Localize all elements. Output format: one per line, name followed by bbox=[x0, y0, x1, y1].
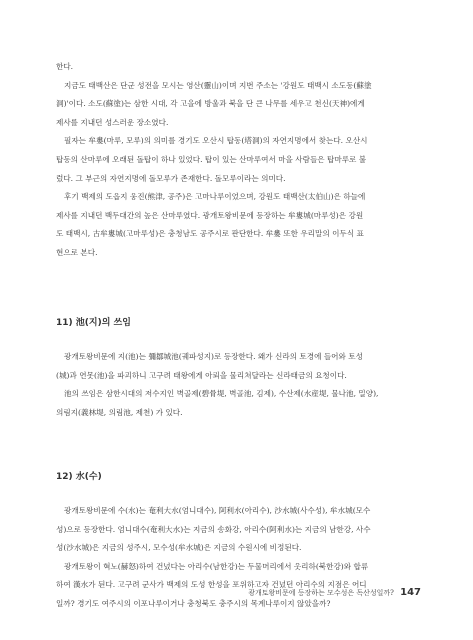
text-line: 광개토왕이 혁노(赫怒)하여 건넜다는 아리수(남한강)는 두물머리에서 옷리하(북한강)와 합류 bbox=[64, 561, 369, 571]
text-line: 광개토왕비문에 수(水)는 奄利大水(엄니대수), 阿利水(아리수), 沙水城(사수성), 牟水城(모수 bbox=[64, 506, 371, 515]
section-heading-11: 11) 池(지)의 쓰임 bbox=[56, 318, 131, 328]
text-line: 후기 백제의 도읍지 웅진(熊津, 공주)은 고마나루이었으며, 강원도 태백산(太伯山)은 하늘에 bbox=[64, 192, 366, 202]
text-line: 池의 쓰임은 삼한시대의 저수지인 벽골제(碧骨堤, 벽골池, 김제), 수산제(水産堤, 물나池, 밀양), bbox=[64, 389, 379, 399]
text-line: 도 태백시, 古牟婁城(고마루성)은 충청남도 공주시로 판단한다. 牟婁 또한 우리말의 이두식 표 bbox=[56, 229, 364, 239]
text-line: 하여 漢水가 된다. 고구려 군사가 백제의 도성 한성을 포위하고자 건넜던 아리수의 지점은 어디 bbox=[56, 580, 367, 590]
text-line: 제사를 지내던 백두대간의 높은 산마루였다. 광개토왕비문에 등장하는 牟婁城(마루성)은 강원 bbox=[56, 210, 364, 220]
text-line: 의림지(義林堤, 의림池, 제천) 가 있다. bbox=[56, 407, 183, 417]
text-line: 광개토왕비문에 지(池)는 彌鄒城池(궤파성지)로 등장한다. 왜가 신라의 토경에 들어와 토성 bbox=[64, 352, 363, 361]
text-line: 탑동의 산마루에 오래된 돌탑이 하나 있었다. 탑이 있는 산마루여서 마을 사람들은 탑마루로 불 bbox=[56, 154, 367, 164]
text-block-2 bbox=[56, 348, 420, 422]
page-footer bbox=[248, 587, 421, 598]
text-line: 필자는 牟婁(마루, 모루)의 의미를 경기도 오산시 탑동(塔洞)의 자연지명에서 찾는다. 오산시 bbox=[64, 136, 368, 146]
text-line: 성)으로 등장한다. 엄니대수(奄利大水)는 지금의 송화강, 아리수(阿利水)는 지금의 남한강, 사수 bbox=[56, 524, 371, 534]
text-block-1 bbox=[56, 58, 420, 263]
text-line: 렀다. 그 부근의 자연지명에 돌모루가 존재한다. 돌모루이라는 의미다. bbox=[56, 173, 286, 183]
text-line: 제사를 지내던 성스러운 장소였다. bbox=[56, 117, 169, 127]
page-number: 147 bbox=[400, 587, 421, 598]
text-line: 성(沙水城)은 지금의 성주시, 모수성(牟水城)은 지금의 수원시에 비정된다. bbox=[56, 543, 302, 553]
text-line: 현으로 본다. bbox=[56, 247, 98, 257]
text-line: 일까? 경기도 여주시의 이포나루이거나 충청북도 충주시의 목계나루이지 않았을까? bbox=[56, 598, 331, 608]
section-heading-12: 12) 水(수) bbox=[56, 472, 102, 482]
text-line: 洞)'이다. 소도(蘇塗)는 삼한 시대, 각 고을에 방울과 북을 단 큰 나무를 세우고 천신(天神)에게 bbox=[56, 99, 365, 109]
text-line: 한다. bbox=[56, 62, 74, 71]
running-title: 광개토왕비문에 등장하는 모수성은 독산성일까? bbox=[248, 589, 394, 597]
text-line: 지금도 태백산은 단군 성전을 모시는 영산(靈山)이며 지번 주소는 '강원도 태백시 소도동(蘇塗 bbox=[64, 80, 372, 90]
text-line: (城)과 연못(池)을 파괴하니 고구려 태왕에게 아뢰을 물리쳐달라는 신라태금의 요청이다. bbox=[56, 370, 347, 380]
